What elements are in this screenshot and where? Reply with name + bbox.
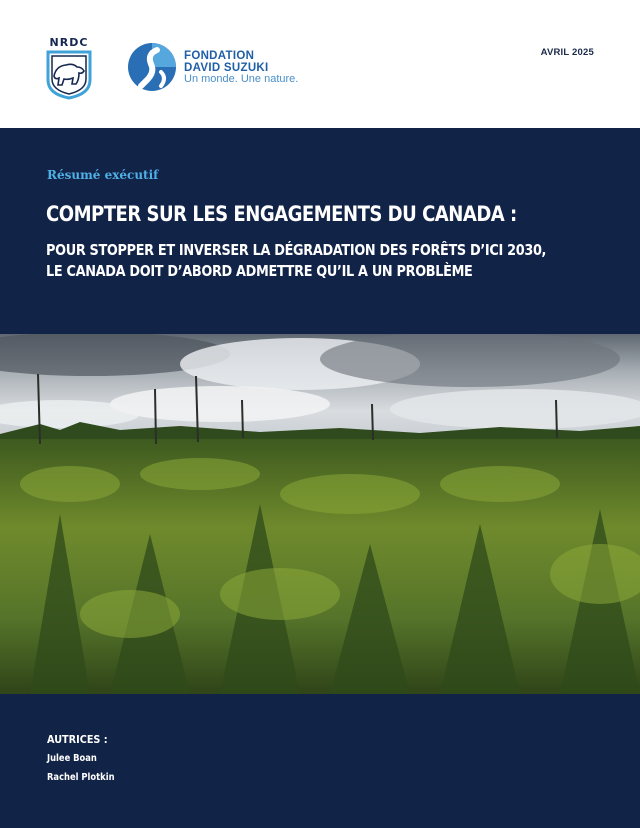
cover-footer — [0, 694, 640, 828]
david-suzuki-emblem-icon — [127, 42, 177, 92]
author-name: Julee Boan — [47, 753, 97, 764]
nrdc-logo-text: NRDC — [49, 36, 89, 49]
cover-header — [0, 0, 640, 128]
title-band — [0, 128, 640, 334]
nrdc-logo — [44, 36, 94, 100]
report-subtitle — [46, 240, 561, 282]
forest-photo — [0, 334, 640, 694]
authors-label: AUTRICES : — [47, 733, 108, 746]
subtitle-line-2: LE CANADA DOIT D’ABORD ADMETTRE QU’IL A UN PROBLÈME — [46, 262, 473, 280]
publication-date: AVRIL 2025 — [540, 47, 594, 58]
report-title: COMPTER SUR LES ENGAGEMENTS DU CANADA : — [46, 202, 517, 226]
foundation-tagline: Un monde. Une nature. — [184, 73, 299, 85]
polar-bear-shield-icon — [46, 50, 92, 100]
forest-landscape-image — [0, 334, 640, 694]
section-kicker: Résumé exécutif — [47, 168, 159, 182]
foundation-name-line1: FONDATION — [184, 50, 255, 62]
author-name: Rachel Plotkin — [47, 772, 115, 783]
fondation-david-suzuki-logo — [127, 42, 327, 92]
subtitle-line-1: POUR STOPPER ET INVERSER LA DÉGRADATION DES FORÊTS D’ICI 2030, — [46, 241, 547, 259]
foundation-name-line2: DAVID SUZUKI — [184, 62, 269, 74]
